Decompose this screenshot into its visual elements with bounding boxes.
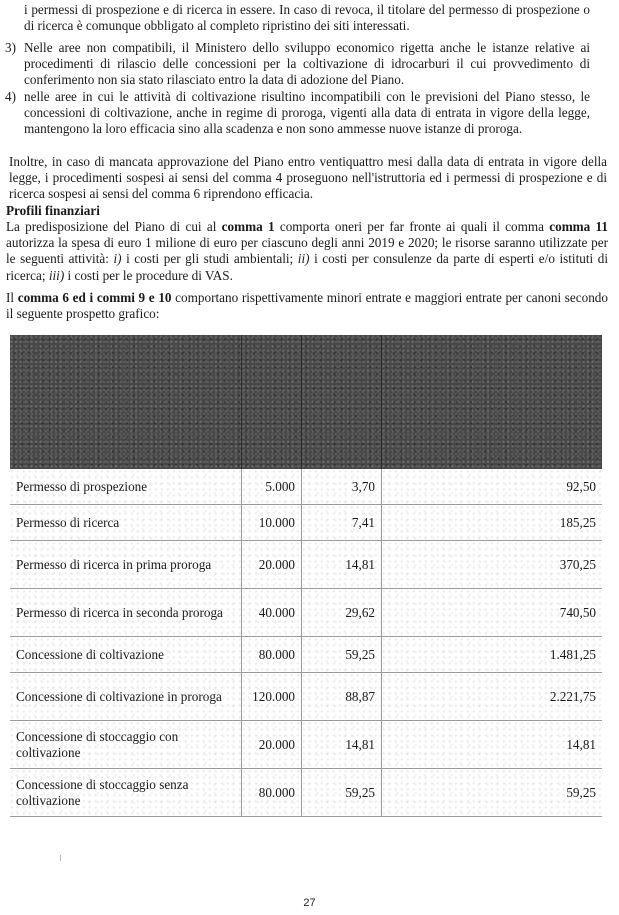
cell-rate: 29,62 (302, 589, 382, 636)
cell-total: 92,50 (382, 469, 602, 504)
finance-text: autorizza la spesa di euro 1 milione di euro per ciascuno degli anni 2019 e 2020; le risorse saranno utilizzate per le seguenti attività: (6, 235, 608, 267)
comma-ref: comma 11 (549, 219, 608, 234)
table-row (10, 673, 602, 721)
inoltre-paragraph: Inoltre, in caso di mancata approvazione del Piano entro ventiquattro mesi dalla data di entrata in vigore della legge, i procedimenti sospesi ai sensi del comma 4 proseguono nell'istruttoria ed i permessi di prospezione e di ricerca sospesi ai sensi del comma 6 riprendono efficacia. (9, 154, 607, 202)
finance-text: comporta oneri per far fronte ai quali il comma (274, 219, 550, 234)
cell-amount: 20.000 (242, 721, 302, 768)
cell-total: 59,25 (382, 769, 602, 816)
comma-ref: comma 1 (221, 219, 275, 234)
table-row (10, 469, 602, 505)
table-header-cell (10, 335, 242, 469)
scan-mark (60, 855, 61, 861)
cell-total: 14,81 (382, 721, 602, 768)
table-header-cell (242, 335, 302, 469)
finance-paragraph-1 (6, 219, 608, 284)
section-heading: Profili finanziari (6, 203, 100, 218)
row-label: Permesso di ricerca (10, 505, 242, 540)
cell-total: 740,50 (382, 589, 602, 636)
row-label: Concessione di stoccaggio con coltivazione (10, 721, 242, 768)
row-label: Permesso di ricerca in prima proroga (10, 541, 242, 588)
cell-amount: 120.000 (242, 673, 302, 720)
cell-amount: 80.000 (242, 637, 302, 672)
row-label: Concessione di coltivazione (10, 637, 242, 672)
list-marker: i) (113, 251, 122, 267)
cell-rate: 3,70 (302, 469, 382, 504)
cell-rate: 7,41 (302, 505, 382, 540)
item-number-4: 4) (5, 89, 16, 104)
cell-total: 1.481,25 (382, 637, 602, 672)
comma-ref: comma 6 ed i commi 9 e 10 (17, 290, 172, 305)
cell-rate: 59,25 (302, 637, 382, 672)
item-3-text: Nelle aree non compatibili, il Ministero dello sviluppo economico rigetta anche le istanze relative ai procedimenti di rilascio delle concessioni per la coltivazione di idrocarburi il cui provvedimento di conferimento non sia stato rilasciato entro la data di adozione del Piano. (24, 40, 590, 88)
list-marker: ii) (297, 251, 310, 267)
table-row (10, 505, 602, 541)
finance-paragraph-2 (6, 290, 608, 322)
row-label: Permesso di prospezione (10, 469, 242, 504)
cell-rate: 14,81 (302, 541, 382, 588)
table-header-cell (382, 335, 602, 469)
row-label: Concessione di coltivazione in proroga (10, 673, 242, 720)
row-label: Permesso di ricerca in seconda proroga (10, 589, 242, 636)
cell-amount: 20.000 (242, 541, 302, 588)
finance-text: La predisposizione del Piano di cui al (6, 219, 222, 234)
table-row (10, 769, 602, 817)
cell-amount: 40.000 (242, 589, 302, 636)
cell-rate: 14,81 (302, 721, 382, 768)
finance-text: i costi per gli studi ambientali; (121, 251, 298, 267)
cell-total: 185,25 (382, 505, 602, 540)
cell-total: 2.221,75 (382, 673, 602, 720)
table-header (10, 335, 602, 469)
finance-text: Il (6, 290, 18, 305)
cell-total: 370,25 (382, 541, 602, 588)
table-row (10, 637, 602, 673)
finance-text: i costi per le procedure di VAS. (64, 267, 233, 283)
item-4-text: nelle aree in cui le attività di coltivazione risultino incompatibili con le previsioni del Piano stesso, le concessioni di coltivazione, anche in regime di proroga, vigenti alla data di entrata in vigore della legge, mantengono la loro efficacia sino alla scadenza e non sono ammesse nuove istanze di proroga. (24, 89, 590, 137)
finance-text: comportano rispettivamente minori entrate e maggiori entrate per canoni secondo il seguente prospetto grafico: (6, 290, 608, 322)
table-header-cell (302, 335, 382, 469)
finance-text: i costi per consulenze da parte di esperti e/o istituti di ricerca; (6, 251, 609, 283)
item-number-3: 3) (5, 40, 16, 55)
cell-rate: 88,87 (302, 673, 382, 720)
cell-amount: 10.000 (242, 505, 302, 540)
page-number: 27 (303, 897, 316, 909)
table-row (10, 589, 602, 637)
list-marker: iii) (48, 267, 65, 283)
table-row (10, 541, 602, 589)
cell-rate: 59,25 (302, 769, 382, 816)
table-body (10, 469, 602, 817)
row-label: Concessione di stoccaggio senza coltivazione (10, 769, 242, 816)
intro-paragraph: i permessi di prospezione e di ricerca in essere. In caso di revoca, il titolare del permesso di prospezione o di ricerca è comunque obbligato al completo ripristino dei siti interessati. (24, 2, 590, 34)
cell-amount: 80.000 (242, 769, 302, 816)
cell-amount: 5.000 (242, 469, 302, 504)
table-row (10, 721, 602, 769)
